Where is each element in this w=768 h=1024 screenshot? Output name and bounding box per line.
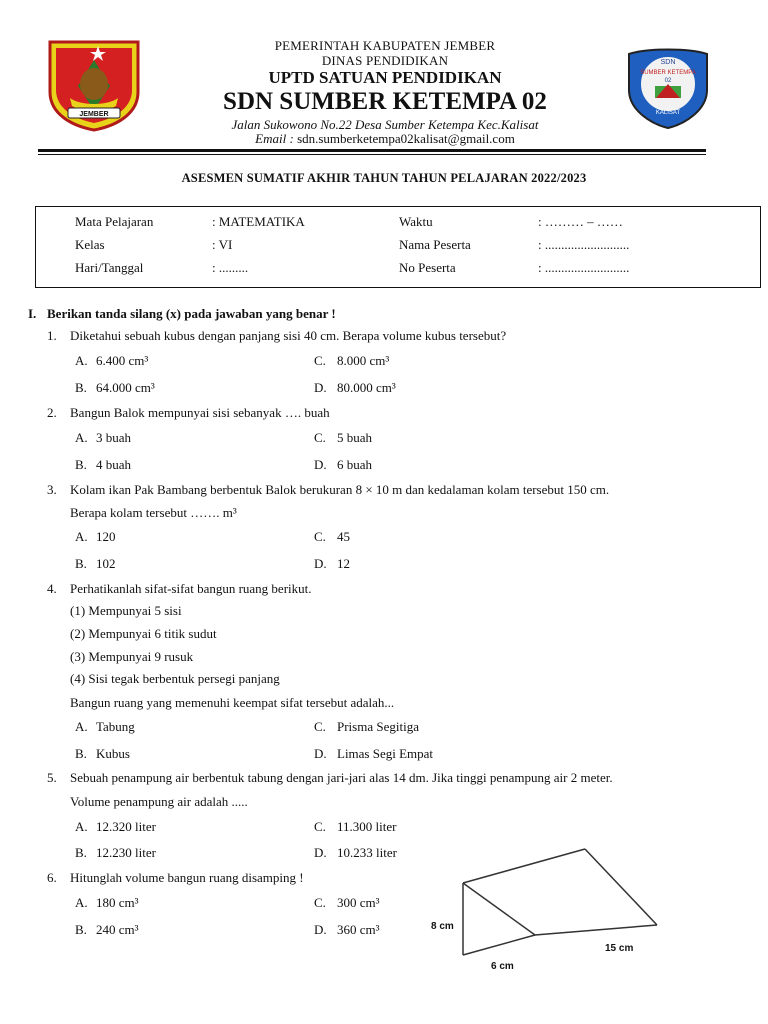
- q5-letter-a: A.: [75, 819, 88, 834]
- kelas-value: : VI: [212, 237, 233, 252]
- q2-number: 2.: [47, 405, 57, 420]
- q4-number: 4.: [47, 581, 57, 596]
- q3-letter-d: D.: [314, 556, 327, 571]
- q3-text-line1: Kolam ikan Pak Bambang berbentuk Balok berukuran 8 × 10 m dan kedalaman kolam tersebut 150 cm.: [70, 482, 610, 497]
- q1-letter-c: C.: [314, 353, 326, 368]
- q6-text: Hitunglah volume bangun ruang disamping !: [70, 870, 304, 885]
- q1-option-b[interactable]: 64.000 cm³: [96, 380, 155, 395]
- q4-text-line3: (2) Mempunyai 6 titik sudut: [70, 626, 217, 641]
- q3-letter-a: A.: [75, 529, 88, 544]
- header-rule-thick: [38, 149, 706, 152]
- school-logo: [625, 46, 711, 130]
- right-logo-number: 02: [664, 78, 672, 84]
- figure-base-label: 6 cm: [491, 961, 514, 972]
- q6-option-b[interactable]: 240 cm³: [96, 922, 139, 937]
- q2-option-c[interactable]: 5 buah: [337, 430, 373, 445]
- right-logo-place: KALISAT: [655, 110, 681, 116]
- nomor-value: : ..........................: [538, 260, 630, 275]
- q3-option-d[interactable]: 12: [337, 556, 350, 571]
- email-value: sdn.sumberketempa02kalisat@gmail.com: [297, 131, 515, 146]
- q4-text-line2: (1) Mempunyai 5 sisi: [70, 603, 182, 618]
- nama-value: : ..........................: [538, 237, 630, 252]
- header-line2: DINAS PENDIDIKAN: [321, 53, 449, 68]
- q6-number: 6.: [47, 870, 57, 885]
- q4-text-line1: Perhatikanlah sifat-sifat bangun ruang berikut.: [70, 581, 312, 596]
- q1-letter-b: B.: [75, 380, 87, 395]
- q2-letter-c: C.: [314, 430, 326, 445]
- q4-text-line4: (3) Mempunyai 9 rusuk: [70, 649, 194, 664]
- q5-option-a[interactable]: 12.320 liter: [96, 819, 156, 834]
- q5-letter-d: D.: [314, 845, 327, 860]
- q1-option-d[interactable]: 80.000 cm³: [337, 380, 396, 395]
- q2-text: Bangun Balok mempunyai sisi sebanyak …. buah: [70, 405, 330, 420]
- q2-option-a[interactable]: 3 buah: [96, 430, 132, 445]
- kelas-label: Kelas: [75, 237, 105, 252]
- q4-letter-d: D.: [314, 746, 327, 761]
- q5-option-c[interactable]: 11.300 liter: [337, 819, 397, 834]
- q5-option-d[interactable]: 10.233 liter: [337, 845, 397, 860]
- mapel-value: : MATEMATIKA: [212, 214, 305, 229]
- q1-option-a[interactable]: 6.400 cm³: [96, 353, 149, 368]
- header-line1: PEMERINTAH KABUPATEN JEMBER: [274, 38, 496, 53]
- q1-text: Diketahui sebuah kubus dengan panjang sisi 40 cm. Berapa volume kubus tersebut?: [70, 328, 507, 343]
- q4-option-d[interactable]: Limas Segi Empat: [337, 746, 434, 761]
- waktu-label: Waktu: [399, 214, 433, 229]
- q3-option-c[interactable]: 45: [337, 529, 350, 544]
- q6-letter-a: A.: [75, 895, 88, 910]
- hari-value: : .........: [212, 260, 249, 275]
- hari-label: Hari/Tanggal: [75, 260, 144, 275]
- q3-option-a[interactable]: 120: [96, 529, 116, 544]
- school-name: SDN SUMBER KETEMPA 02: [223, 88, 547, 115]
- figure-height-label: 8 cm: [431, 921, 454, 932]
- right-logo-name: SUMBER KETEMPA: [640, 70, 696, 76]
- q4-text-line6: Bangun ruang yang memenuhi keempat sifat tersebut adalah...: [70, 695, 395, 710]
- mapel-label: Mata Pelajaran: [75, 214, 154, 229]
- q5-number: 5.: [47, 770, 57, 785]
- q5-letter-c: C.: [314, 819, 326, 834]
- q4-text-line5: (4) Sisi tegak berbentuk persegi panjang: [70, 671, 280, 686]
- q4-letter-b: B.: [75, 746, 87, 761]
- q6-letter-c: C.: [314, 895, 326, 910]
- section-instruction: Berikan tanda silang (x) pada jawaban yang benar !: [47, 306, 336, 321]
- q2-letter-a: A.: [75, 430, 88, 445]
- q3-letter-b: B.: [75, 556, 87, 571]
- q4-option-a[interactable]: Tabung: [96, 719, 135, 734]
- q6-letter-d: D.: [314, 922, 327, 937]
- q4-letter-c: C.: [314, 719, 326, 734]
- q2-letter-b: B.: [75, 457, 87, 472]
- q1-option-c[interactable]: 8.000 cm³: [337, 353, 390, 368]
- q1-number: 1.: [47, 328, 57, 343]
- q2-option-d[interactable]: 6 buah: [337, 457, 373, 472]
- right-logo-sdn: SDN: [660, 59, 676, 66]
- q1-letter-d: D.: [314, 380, 327, 395]
- q4-option-c[interactable]: Prisma Segitiga: [337, 719, 419, 734]
- email-label: Email :: [255, 131, 294, 146]
- prism-figure: [425, 845, 665, 975]
- q3-letter-c: C.: [314, 529, 326, 544]
- nomor-label: No Peserta: [399, 260, 456, 275]
- q5-letter-b: B.: [75, 845, 87, 860]
- q3-option-b[interactable]: 102: [96, 556, 116, 571]
- school-email: [150, 131, 620, 147]
- section-number: I.: [28, 306, 37, 321]
- q5-option-b[interactable]: 12.230 liter: [96, 845, 156, 860]
- q4-letter-a: A.: [75, 719, 88, 734]
- q2-option-b[interactable]: 4 buah: [96, 457, 132, 472]
- header-line3: UPTD SATUAN PENDIDIKAN: [268, 68, 502, 87]
- header-rule-thin: [38, 154, 706, 155]
- school-address: Jalan Sukowono No.22 Desa Sumber Ketempa Kec.Kalisat: [231, 117, 539, 132]
- q1-letter-a: A.: [75, 353, 88, 368]
- q6-option-d[interactable]: 360 cm³: [337, 922, 380, 937]
- nama-label: Nama Peserta: [399, 237, 471, 252]
- figure-length-label: 15 cm: [605, 943, 634, 954]
- q6-letter-b: B.: [75, 922, 87, 937]
- jember-regency-logo: [46, 40, 142, 132]
- exam-title: ASESMEN SUMATIF AKHIR TAHUN TAHUN PELAJARAN 2022/2023: [181, 171, 587, 185]
- q3-number: 3.: [47, 482, 57, 497]
- q5-text-line1: Sebuah penampung air berbentuk tabung dengan jari-jari alas 14 dm. Jika tinggi penampung air 2 meter.: [70, 770, 613, 785]
- q3-text-line2: Berapa kolam tersebut ……. m³: [70, 505, 237, 520]
- left-logo-label: JEMBER: [79, 111, 109, 118]
- q4-option-b[interactable]: Kubus: [96, 746, 130, 761]
- q6-option-c[interactable]: 300 cm³: [337, 895, 380, 910]
- q5-text-line2: Volume penampung air adalah .....: [70, 794, 248, 809]
- waktu-value: : ……… – ……: [538, 214, 623, 229]
- q6-option-a[interactable]: 180 cm³: [96, 895, 139, 910]
- q2-letter-d: D.: [314, 457, 327, 472]
